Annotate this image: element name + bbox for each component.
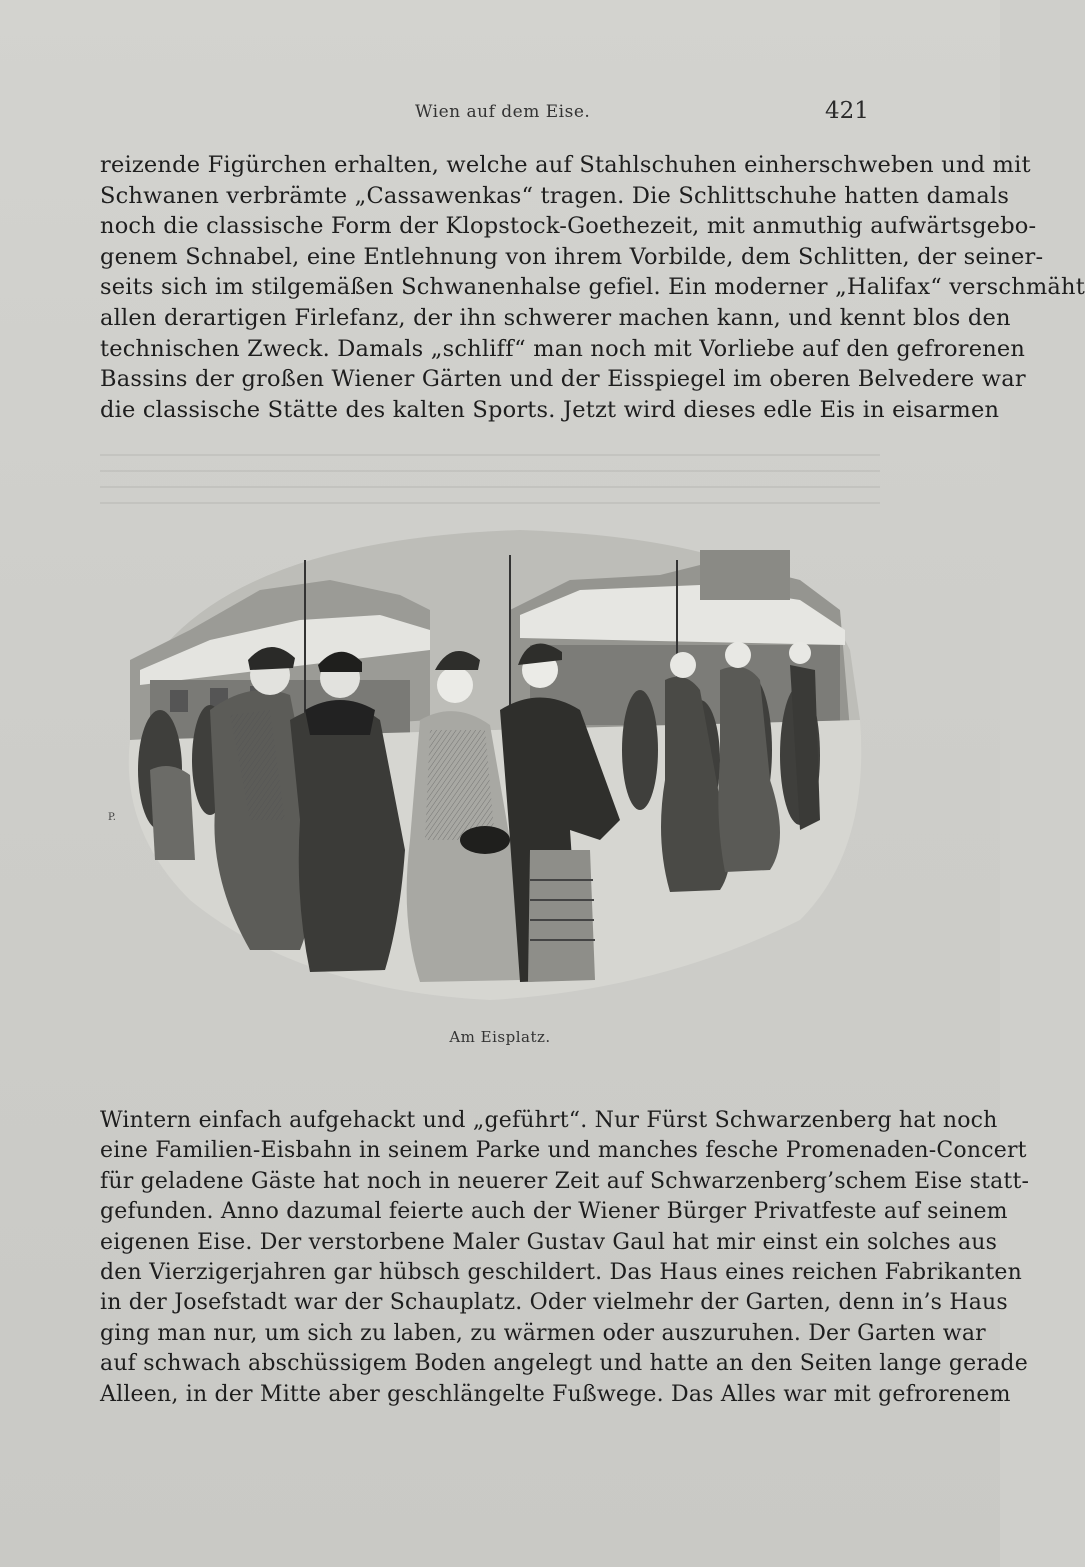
- text-line: seits sich im stilgemäßen Schwanenhalse gefiel. Ein moderner „Halifax“ verschmäht: [100, 274, 1085, 301]
- text-line: auf schwach abschüssigem Boden angelegt und hatte an den Seiten lange gerade: [100, 1351, 1028, 1377]
- running-title: Wien auf dem Eise.: [415, 102, 591, 122]
- text-line: genem Schnabel, eine Entlehnung von ihrem Vorbilde, dem Schlitten, der seiner-: [100, 243, 1044, 270]
- page-number: 421: [825, 98, 869, 124]
- text-line: Schwanen verbrämte „Cassawenkas“ tragen. Die Schlittschuhe hatten damals: [100, 182, 1010, 209]
- figure-caption: Am Eisplatz.: [449, 1028, 551, 1046]
- text-line: Alleen, in der Mitte aber geschlängelte Fußwege. Das Alles war mit gefrorenem: [100, 1381, 1011, 1407]
- text-line: technischen Zweck. Damals „schliff“ man noch mit Vorliebe auf den gefrorenen: [100, 335, 1026, 362]
- text-line: gefunden. Anno dazumal feierte auch der Wiener Bürger Privatfeste auf seinem: [100, 1199, 1008, 1225]
- text-line: Wintern einfach aufgehackt und „geführt“. Nur Fürst Schwarzenberg hat noch: [100, 1108, 998, 1133]
- text-line: reizende Figürchen erhalten, welche auf Stahlschuhen einherschweben und mit: [100, 152, 1031, 178]
- body-text-top: [100, 150, 1085, 425]
- text-line: die classische Stätte des kalten Sports. Jetzt wird dieses edle Eis in eisarmen: [100, 396, 1000, 423]
- running-head: [0, 98, 1000, 132]
- text-line: eigenen Eise. Der verstorbene Maler Gustav Gaul hat mir einst ein solches aus: [100, 1229, 998, 1255]
- text-line: noch die classische Form der Klopstock-Goethezeit, mit anmuthig aufwärtsgebo-: [100, 213, 1037, 240]
- text-line: in der Josefstadt war der Schauplatz. Oder vielmehr der Garten, denn in’s Haus: [100, 1290, 1008, 1316]
- text-line: Bassins der großen Wiener Gärten und der Eisspiegel im oberen Belvedere war: [100, 366, 1026, 393]
- text-line: für geladene Gäste hat noch in neuerer Zeit auf Schwarzenberg’schem Eise statt-: [100, 1168, 1030, 1194]
- show-through-text: [100, 440, 880, 518]
- text-line: ging man nur, um sich zu laben, zu wärmen oder auszuruhen. Der Garten war: [100, 1320, 986, 1346]
- body-text-bottom: [100, 1106, 1030, 1410]
- text-line: allen derartigen Firlefanz, der ihn schwerer machen kann, und kennt blos den: [100, 304, 1011, 331]
- engraving-skating-scene: [100, 520, 880, 1010]
- artist-monogram: P.: [108, 812, 116, 823]
- text-line: den Vierzigerjahren gar hübsch geschildert. Das Haus eines reichen Fabrikanten: [100, 1260, 1023, 1286]
- text-line: eine Familien-Eisbahn in seinem Parke und manches fesche Promenaden-Concert: [100, 1138, 1027, 1164]
